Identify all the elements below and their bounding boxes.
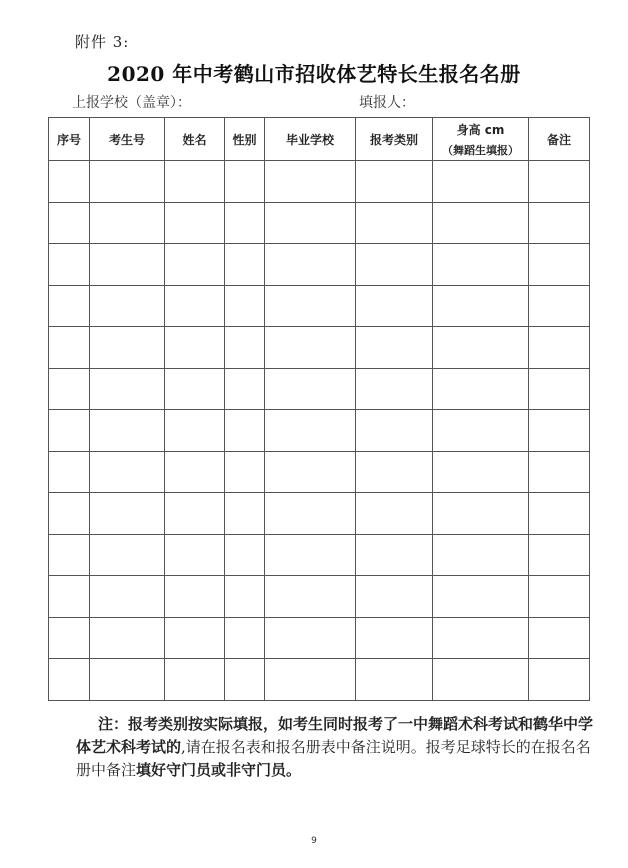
cell-gender: [225, 161, 265, 203]
cell-height: [433, 534, 529, 576]
footnote-part-3: 填好守门员或非守门员。: [136, 761, 302, 779]
table-row: [49, 576, 590, 618]
cell-serial-number: [49, 244, 90, 286]
cell-serial-number: [49, 410, 90, 452]
cell-application-category: [356, 493, 433, 535]
cell-serial-number: [49, 493, 90, 535]
cell-height: [433, 368, 529, 410]
cell-gender: [225, 244, 265, 286]
cell-name: [165, 202, 225, 244]
footnote: [76, 713, 596, 782]
cell-candidate-number: [90, 410, 165, 452]
table-row: [49, 161, 590, 203]
header-height: 身高 cm （舞蹈生填报）: [433, 118, 529, 161]
header-candidate-number: 考生号: [90, 118, 165, 161]
cell-graduation-school: [265, 576, 356, 618]
cell-application-category: [356, 410, 433, 452]
cell-remarks: [529, 576, 590, 618]
table-row: [49, 410, 590, 452]
cell-gender: [225, 327, 265, 369]
cell-remarks: [529, 451, 590, 493]
table-header-row: [49, 118, 590, 161]
cell-name: [165, 451, 225, 493]
footnote-part-2: ,请在报名表和报名册表中备注说明。报考足球特长的在报名名册中备注: [76, 738, 591, 779]
table-row: [49, 285, 590, 327]
cell-candidate-number: [90, 617, 165, 659]
cell-name: [165, 659, 225, 701]
cell-candidate-number: [90, 368, 165, 410]
reporting-school-label: 上报学校（盖章）：: [72, 95, 191, 111]
cell-remarks: [529, 410, 590, 452]
cell-name: [165, 493, 225, 535]
cell-height: [433, 617, 529, 659]
cell-application-category: [356, 576, 433, 618]
cell-serial-number: [49, 161, 90, 203]
cell-serial-number: [49, 285, 90, 327]
cell-gender: [225, 576, 265, 618]
cell-candidate-number: [90, 244, 165, 286]
header-gender: 性别: [225, 118, 265, 161]
table-row: [49, 659, 590, 701]
cell-application-category: [356, 327, 433, 369]
table-row: [49, 327, 590, 369]
cell-candidate-number: [90, 534, 165, 576]
cell-gender: [225, 202, 265, 244]
cell-height: [433, 202, 529, 244]
cell-remarks: [529, 493, 590, 535]
header-remarks: 备注: [529, 118, 590, 161]
header-graduation-school: 毕业学校: [265, 118, 356, 161]
cell-gender: [225, 410, 265, 452]
cell-name: [165, 576, 225, 618]
footnote-part-1: 注：报考类别按实际填报，如考生同时报考了一中舞蹈术科考试和鹤华中学体艺术科考试的: [76, 715, 594, 756]
header-application-category: 报考类别: [356, 118, 433, 161]
page-number: 9: [311, 836, 317, 846]
cell-candidate-number: [90, 493, 165, 535]
cell-height: [433, 285, 529, 327]
cell-remarks: [529, 285, 590, 327]
cell-candidate-number: [90, 202, 165, 244]
filler-label: 填报人：: [359, 95, 415, 111]
cell-remarks: [529, 534, 590, 576]
cell-height: [433, 493, 529, 535]
cell-gender: [225, 659, 265, 701]
cell-graduation-school: [265, 161, 356, 203]
cell-remarks: [529, 617, 590, 659]
cell-height: [433, 327, 529, 369]
table-row: [49, 451, 590, 493]
cell-application-category: [356, 244, 433, 286]
table-row: [49, 202, 590, 244]
cell-gender: [225, 368, 265, 410]
cell-gender: [225, 493, 265, 535]
cell-remarks: [529, 659, 590, 701]
cell-name: [165, 244, 225, 286]
registration-roster-table: [48, 117, 590, 701]
reporter-line: [72, 92, 592, 112]
cell-application-category: [356, 451, 433, 493]
cell-serial-number: [49, 451, 90, 493]
cell-name: [165, 617, 225, 659]
table-row: [49, 493, 590, 535]
cell-serial-number: [49, 327, 90, 369]
cell-application-category: [356, 617, 433, 659]
cell-remarks: [529, 202, 590, 244]
header-serial-number: 序号: [49, 118, 90, 161]
cell-graduation-school: [265, 493, 356, 535]
cell-remarks: [529, 368, 590, 410]
cell-serial-number: [49, 368, 90, 410]
cell-graduation-school: [265, 368, 356, 410]
cell-serial-number: [49, 617, 90, 659]
table-row: [49, 244, 590, 286]
cell-application-category: [356, 202, 433, 244]
table-body: [49, 161, 590, 701]
cell-graduation-school: [265, 410, 356, 452]
cell-remarks: [529, 327, 590, 369]
cell-serial-number: [49, 534, 90, 576]
cell-name: [165, 410, 225, 452]
cell-height: [433, 410, 529, 452]
table-row: [49, 368, 590, 410]
cell-height: [433, 161, 529, 203]
page-title: 2020 年中考鹤山市招收体艺特长生报名名册: [107, 62, 521, 86]
cell-serial-number: [49, 576, 90, 618]
cell-application-category: [356, 368, 433, 410]
cell-gender: [225, 285, 265, 327]
cell-height: [433, 451, 529, 493]
cell-candidate-number: [90, 451, 165, 493]
cell-application-category: [356, 534, 433, 576]
table-row: [49, 534, 590, 576]
cell-graduation-school: [265, 451, 356, 493]
attachment-label: 附件 3:: [75, 33, 130, 51]
cell-serial-number: [49, 202, 90, 244]
cell-name: [165, 368, 225, 410]
cell-gender: [225, 534, 265, 576]
cell-height: [433, 576, 529, 618]
cell-serial-number: [49, 659, 90, 701]
cell-graduation-school: [265, 534, 356, 576]
cell-graduation-school: [265, 202, 356, 244]
cell-candidate-number: [90, 161, 165, 203]
cell-height: [433, 244, 529, 286]
cell-remarks: [529, 161, 590, 203]
cell-gender: [225, 617, 265, 659]
cell-graduation-school: [265, 285, 356, 327]
cell-application-category: [356, 659, 433, 701]
cell-gender: [225, 451, 265, 493]
cell-application-category: [356, 161, 433, 203]
cell-remarks: [529, 244, 590, 286]
cell-candidate-number: [90, 327, 165, 369]
cell-graduation-school: [265, 617, 356, 659]
cell-height: [433, 659, 529, 701]
cell-name: [165, 327, 225, 369]
cell-candidate-number: [90, 576, 165, 618]
cell-graduation-school: [265, 244, 356, 286]
cell-name: [165, 161, 225, 203]
table-row: [49, 617, 590, 659]
cell-candidate-number: [90, 285, 165, 327]
cell-graduation-school: [265, 659, 356, 701]
cell-application-category: [356, 285, 433, 327]
header-name: 姓名: [165, 118, 225, 161]
cell-graduation-school: [265, 327, 356, 369]
cell-name: [165, 534, 225, 576]
cell-candidate-number: [90, 659, 165, 701]
cell-name: [165, 285, 225, 327]
